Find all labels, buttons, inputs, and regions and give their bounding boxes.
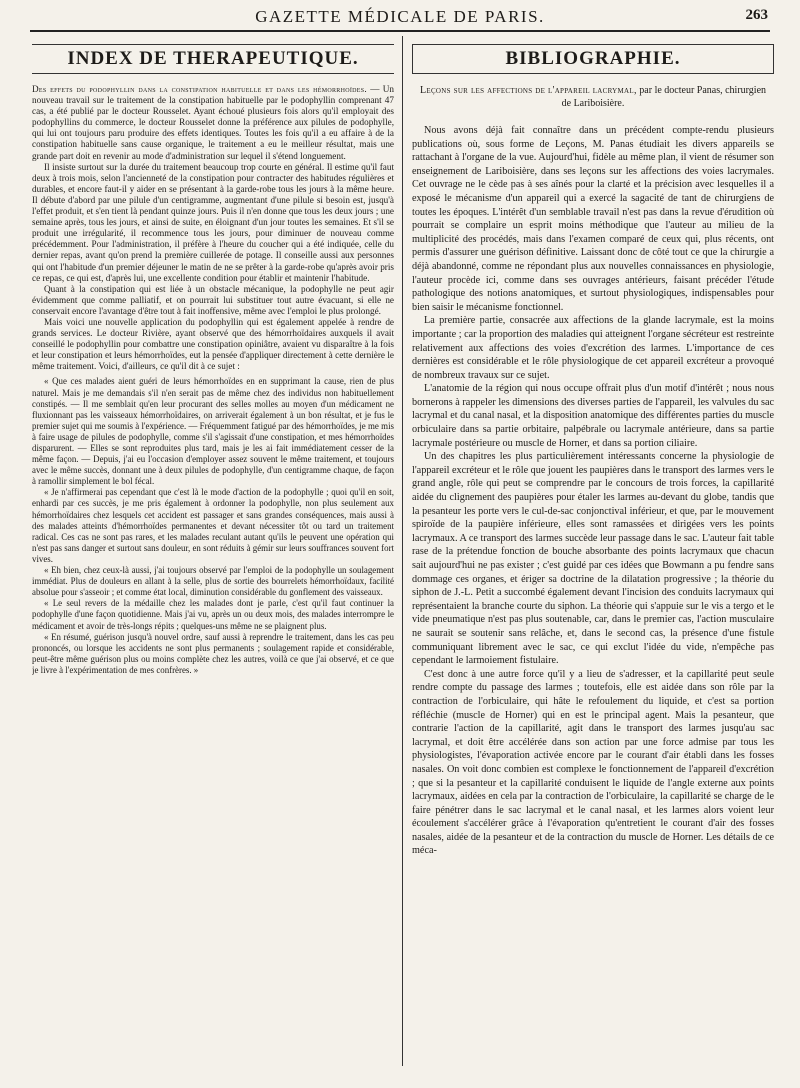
book-reference	[418, 84, 768, 110]
page-number: 263	[745, 7, 768, 23]
article-lead	[32, 84, 394, 162]
book-title: Leçons sur les affections de l'appareil lacrymal,	[419, 85, 637, 96]
page-header	[30, 6, 770, 32]
paragraph: L'anatomie de la région qui nous occupe offrait plus d'un motif d'intérêt ; nous nous bornerons à rappeler les dimensions des diverses parties de l'appareil, les valvules du sac lacrymal et du canal nasal, et la disposition anatomique des différentes parties du muscle orbiculaire dans sa partie orbitaire, palpébrale ou lacrymale antérieure, dans sa partie lacrymale postérieure ou muscle de Horner, et dans sa portion ciliaire.	[412, 383, 774, 449]
quote-paragraph: « Je n'affirmerai pas cependant que c'est là le mode d'action de la podophylle ; quoi qu'il en soit, enhardi par ces succès, je me pris également à ordonner la podophylle, non plus seulement aux hémorrhoïdaires chez lesquels cet accident est passager et sans grandes conséquences, mais aussi à des malades atteints d'hémorrhoïdes permanentes et devant nécessiter tôt ou tard un traitement radical. Ces cas ne sont pas rares, et les malades reculant autant qu'ils le peuvent une opération qui n'est pas sans danger et surtout sans douleur, en sont réduits à gémir sur leurs souffrances souvent fort vives.	[32, 487, 394, 564]
paragraph: La première partie, consacrée aux affections de la glande lacrymale, est la moins importante ; car la proportion des maladies qui atteignent l'organe sécréteur est restreinte relativement aux affections des voies d'excrétion des larmes. L'importance de ces dernières est considérable et le rôle physiologique de cet appareil excréteur a provoqué de nombreux travaux sur ce sujet.	[412, 315, 774, 381]
book-author: par le docteur Panas, chirurgien de Lariboisière.	[561, 85, 767, 109]
right-column	[412, 36, 774, 1072]
paragraph: Il insiste surtout sur la durée du traitement beaucoup trop courte en général. Il estime qu'il faut deux à trois mois, selon l'ancienneté de la constipation pour contracter des habitudes régulières et durables, et encore faut-il y aider en se présentant à la garde-robe tous les jours à la même heure. Il débute d'abord par une pilule d'un centigramme, augmentant d'une pilule si besoin est, jusqu'à l'effet produit, et s'en tient là pendant quinze jours. Puis il n'en donne que tous les deux jours ; une semaine après, tous les jours, et ainsi de suite, en éloignant d'un jour toutes les semaines. Et s'il se produit une irrégularité, il recommence tous les jours, pour diminuer de nouveau comme précédemment. Pour l'administration, il préfère à l'heure du coucher qui a été indiquée, celle du dernier repas, avant qu'on prend la première cuillerée de potage. Il conseille aussi aux personnes qui ont l'habitude d'un premier déjeuner le matin de ne se prêter à la garde-robe qu'après avoir pris ce repas, ce qui est, d'après lui, une excellente condition pour établir et maintenir l'habitude.	[32, 161, 394, 283]
quote-paragraph: « Eh bien, chez ceux-là aussi, j'ai toujours observé par l'emploi de la podophylle un soulagement immédiat. Plus de douleurs en allant à la selle, plus de sortie des bourrelets hémorrhoïdaux, facilité absolue pour s'asseoir ; et comme état local, diminution considérable du gonflement des vaisseaux.	[32, 565, 394, 598]
journal-title: GAZETTE MÉDICALE DE PARIS.	[255, 7, 545, 26]
article-heading: Des effets du podophyllin dans la constipation habituelle et dans les hémorrhoïdes.	[32, 84, 367, 94]
column-divider	[402, 36, 403, 1066]
quote-paragraph: « Le seul revers de la médaille chez les malades dont je parle, c'est qu'il faut continuer la podophylle d'une façon quotidienne. Mais j'ai vu, après un ou deux mois, des malades interrompre le médicament et avoir de très-longs répits ; quelques-uns même ne se plaignent plus.	[32, 598, 394, 631]
paragraph: Nous avons déjà fait connaître dans un précédent compte-rendu plusieurs publications où, sous forme de Leçons, M. Panas étudiait les divers appareils se rattachant à l'organe de la vue. Aujourd'hui, fidèle au même plan, il vient de résumer son enseignement de Lariboisière, dans ses leçons sur les affections des voies lacrymales. Cet ouvrage ne le cède pas à ses aînés pour la clarté et la précision avec lesquelles il a exposé le mécanisme d'un appareil qui a exercé la sagacité de tant de chirurgiens de toutes les époques. L'intérêt d'un semblable travail n'est pas dans la revue d'érudition où pourrait se complaire un esprit moins méthodique que l'auteur au milieu de la multiplicité des procédés, mais dans l'examen comparé de ceux qui, plus récents, ont permis d'assurer une guérison définitive. Laissant donc de côté tout ce que la chirurgie a déjà abandonné, comme ne répondant plus aux nouvelles connaissances en physiologie, l'auteur procède ici, comme dans ses ouvrages antérieurs, faisant précéder l'étude pathologique des notions anatomiques, et surtout physiologiques, indispensables pour bien saisir le mécanisme fonctionnel.	[412, 125, 774, 313]
paragraph: Quant à la constipation qui est liée à un obstacle mécanique, la podophylle ne peut agir évidemment que comme palliatif, et on pourrait lui substituer tout autre évacuant, si elle ne conservait encore l'avantage d'être tout à fait inoffensive, même avec l'emploi le plus prolongé.	[32, 283, 394, 316]
paragraph: — Un nouveau travail sur le traitement de la constipation habituelle par le podophyllin comprenant 47 cas, a été publié par le docteur Rousselet. Ayant échoué plusieurs fois alors qu'il employait des podophyllins du commerce, le docteur Rousselet donne la préférence aux pilules de podophylle, qui lui ont toujours paru produire des effets identiques. Toutes les fois qu'il a eu affaire à de la constipation habituelle sans cause organique, le traitement a eu le meilleur résultat, mais une grande part doit en revenir au mode d'administration sur lequel il s'étend longuement.	[32, 84, 394, 161]
paragraph: Un des chapitres les plus particulièrement intéressants concerne la physiologie de l'appareil excréteur et le rôle que jouent les paupières dans le transport des larmes vers le grand angle, rôle qui peut se comprendre par le concours de trois forces, la capillarité aidée du clignement des paupières pour étaler les larmes au-devant du globe, tandis que la pesanteur les porte vers le cul-de-sac conjonctival inférieur, et que, par le mouvement spiroïde de la paupière inférieure, elles sont ramassées et dirigées vers les points lacrymaux. A ce transport des larmes succède leur passage dans le sac. L'auteur fait table rase de la prétendue fonction de bouche absorbante des points lacrymaux que chacun sait aujourd'hui ne pas exister ; c'est guidé par ces idées que Bowmann a pu fendre sans dommage ces organes, et ériger sa doctrine de la dilatation progressive ; la théorie du siphon de J.-L. Petit a succombé également devant l'incision des conduits lacrymaux qui représentaient la branche courte du siphon. La théorie qui s'appuie sur le vis a tergo et le vide pneumatique n'est pas plus soutenable, car, dans le premier cas, l'action musculaire ne saurait se soutenir sans relâche, et, dans le second cas, la présence d'une fistule communiquant librement avec le sac, ce qui exclut l'idée du vide, n'empêche pas cependant le larmoiement fistulaire.	[412, 451, 774, 667]
quote-paragraph: « En résumé, guérison jusqu'à nouvel ordre, sauf aussi à reprendre le traitement, dans les cas peu prononcés, ou lorsque les accidents ne sont plus permanents ; soulagement rapide et considérable, peut-être même guérison plus ou moins complète chez les autres, voilà ce que j'ai observé, et ce que je livre à l'expérimentation de mes confrères. »	[32, 631, 394, 675]
paragraph: Mais voici une nouvelle application du podophyllin qui est également appelée à rendre de grands services. Le docteur Rivière, ayant observé que des hémorrhoïdaires auxquels il avait conseillé le podophyllin pour combattre une constipation opiniâtre, avaient vu disparaître à la fois et leur constipation et leurs hémorrhoïdes, eut la pensée d'appliquer directement à cette dernière le même traitement. Voici, d'ailleurs, ce qu'il dit à ce sujet :	[32, 316, 394, 372]
paragraph: C'est donc à une autre force qu'il y a lieu de s'adresser, et la capillarité peut seule rendre compte du passage des larmes ; toutefois, elle est aidée dans son rôle par la contraction de l'orbiculaire, qui hâte le refoulement du liquide, et c'est sa portion réfléchie (muscle de Horner) qui en est le principal agent. Mais la pesanteur, que contrarie l'action de la capillarité, agit dans le transport des larmes jusqu'au sac lacrymal, et doit être accélérée dans son action par une force admise par tous les physiologistes, l'évaporation activée encore par le courant d'air établi dans les fosses nasales. On voit donc combien est complexe le fonctionnement de l'appareil d'excrétion ; que si la pesanteur et la capillarité conduisent le liquide de l'angle externe aux points lacrymaux, aidées en cela par la contraction de l'orbiculaire, la capillarité se charge de le faire pénétrer dans le sac lacrymal et le canal nasal, et les larmes alors voient leur écoulement s'accélérer grâce à l'évaporation qu'entretient le courant d'air des fosses nasales, aidée de la pesanteur et de la contraction du muscle de Horner. Les détails de ce méca-	[412, 668, 774, 857]
left-column	[32, 36, 394, 1072]
section-title-therapeutique: INDEX DE THERAPEUTIQUE.	[32, 44, 394, 74]
quote-paragraph: « Que ces malades aient guéri de leurs hémorrhoïdes en en supprimant la cause, rien de plus naturel. Mais je me demandais s'il n'en serait pas de même chez des individus non habituellement constipés. — Il me semblait qu'en leur procurant des selles molles au moyen d'un médicament ne fluxionnant pas les vaisseaux hémorrhoïdaires, on arriverait également à un bon résultat, et je fus le premier sujet qui me soumis à l'expérience. — Fréquemment fatigué par des hémorrhoïdes, je me mis à faire usage de pilules de podophylle, comme s'il s'agissait d'une constipation, et mes hémorrhoïdes disparurent. — Elles se sont reproduites plus tard, mais je les ai fait immédiatement cesser de la même façon. — Depuis, j'ai eu l'occasion d'employer assez souvent le même traitement, et toujours avec le même succès, donnant une à deux pilules de podophylle, d'un centigramme chaque, de façon à ramollir simplement le bol fécal.	[32, 376, 394, 487]
section-title-bibliographie: BIBLIOGRAPHIE.	[412, 44, 774, 74]
